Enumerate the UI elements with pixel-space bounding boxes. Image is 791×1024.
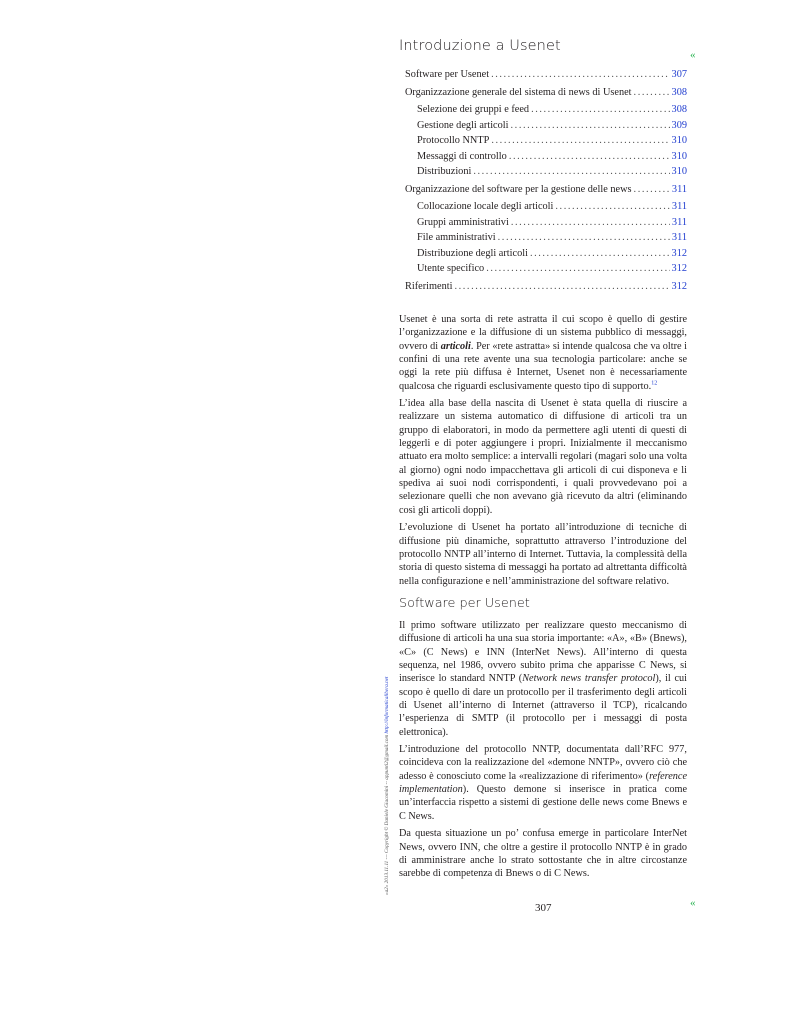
toc-entry[interactable] <box>405 261 687 277</box>
toc-leader-dots <box>473 164 669 180</box>
toc-leader-dots <box>634 85 670 101</box>
toc-page-link[interactable]: 312 <box>671 280 687 292</box>
toc-entry[interactable] <box>405 279 687 295</box>
toc-entry-title: Gruppi amministrativi <box>417 216 509 228</box>
toc-page-link[interactable]: 308 <box>671 86 687 98</box>
toc-entry-title: Gestione degli articoli <box>417 119 509 131</box>
section-text <box>399 619 687 885</box>
toc-entry-title: Riferimenti <box>405 280 453 292</box>
toc-page-link[interactable]: 310 <box>671 150 687 162</box>
toc-leader-dots <box>634 182 670 198</box>
toc-entry-title: Organizzazione generale del sistema di news di Usenet <box>405 86 632 98</box>
toc-entry-title: Collocazione locale degli articoli <box>417 201 554 212</box>
section-paragraph-2: L’introduzione del protocollo NNTP, documentata dall’RFC 977, coincideva con la realizzazione del «demone NNTP», ovvero ciò che adesso è conosciuto come la «realizzazione di riferimento» (reference implementation). Questo demone si inserisce in pratica come un’interfaccia rispetto a sistemi di gestione delle news come Bnews e C News. <box>399 744 687 822</box>
section-paragraph-3: Da questa situazione un po’ confusa emerge in particolare InterNet News, ovvero INN, che oltre a gestire il protocollo NNTP è in grado di amministrare anche lo strato sottostante che in altre circostanze sarebbe di competenza di Bnews o di C News. <box>399 828 687 880</box>
toc-page-link[interactable]: 309 <box>671 119 687 131</box>
toc-leader-dots <box>530 246 670 262</box>
toc-entry[interactable] <box>405 133 687 149</box>
toc-leader-dots <box>509 149 670 165</box>
toc-entry[interactable] <box>405 215 687 231</box>
toc-page-link[interactable]: 312 <box>671 263 687 274</box>
table-of-contents <box>405 67 687 294</box>
toc-page-link[interactable]: 308 <box>671 104 687 115</box>
toc-entry-title: File amministrativi <box>417 232 496 243</box>
toc-leader-dots <box>511 118 670 134</box>
toc-leader-dots <box>454 279 669 295</box>
toc-page-link[interactable]: 310 <box>671 135 687 146</box>
toc-leader-dots <box>511 215 670 231</box>
toc-page-link[interactable]: 311 <box>671 232 687 243</box>
website-link[interactable]: http://informaticalibera.net <box>384 676 390 734</box>
toc-entry[interactable] <box>405 182 687 198</box>
toc-entry[interactable] <box>405 85 687 101</box>
intro-paragraph-3: L’evoluzione di Usenet ha portato all’introduzione di tecniche di diffusione più dinamiche, soprattutto attraverso l’introduzione del protocollo NNTP all’interno di Internet. Tuttavia, la complessità della storia di questo sistema di messaggi ha portato ad altrettanta difficoltà nella configurazione e nell’amministrazione del software relativo. <box>399 522 687 587</box>
toc-entry-title: Messaggi di controllo <box>417 150 507 162</box>
toc-page-link[interactable]: 311 <box>671 201 687 212</box>
section-title: Software per Usenet <box>399 596 530 611</box>
bottom-margin-marker[interactable]: « <box>690 897 696 909</box>
top-margin-marker[interactable]: « <box>690 49 696 61</box>
page-number: 307 <box>535 902 552 914</box>
toc-entry[interactable] <box>405 118 687 134</box>
toc-page-link[interactable]: 311 <box>671 216 687 228</box>
intro-paragraph-2: L’idea alla base della nascita di Usenet è stata quella di riuscire a realizzare un sistema automatico di diffusione di articoli tra un gruppo di elaboratori, in modo da permettere agli utenti di questi di leggerli e di poter aggiungere i propri. Inizialmente il meccanismo attuato era molto semplice: a intervalli regolari (magari solo una volta al giorno) ogni nodo impacchettava gli articoli di cui disponeva e li spediva ai suoi nodi corrispondenti, i quali provvedevano poi a selezionare quelli che non avevano già ricevuto da altri (eliminando così gli articoli doppi). <box>399 398 687 516</box>
toc-entry-title: Distribuzioni <box>417 166 472 177</box>
toc-page-link[interactable]: 310 <box>671 166 687 177</box>
toc-entry[interactable] <box>405 164 687 180</box>
copyright-side-note: «a2» 2013.11.11 --- Copyright © Daniele Giacomini -- appunti2@gmail.com http://informaticalibera.net <box>384 676 390 895</box>
intro-text <box>399 313 687 592</box>
toc-leader-dots <box>486 261 669 277</box>
chapter-title: Introduzione a Usenet <box>399 38 561 54</box>
toc-leader-dots <box>498 230 670 246</box>
toc-entry[interactable] <box>405 102 687 118</box>
toc-entry[interactable] <box>405 149 687 165</box>
toc-entry[interactable] <box>405 67 687 83</box>
toc-entry-title: Utente specifico <box>417 263 485 274</box>
toc-page-link[interactable]: 311 <box>671 183 687 195</box>
toc-entry-title: Organizzazione del software per la gestione delle news <box>405 183 632 195</box>
toc-page-link[interactable]: 312 <box>671 247 687 259</box>
toc-entry[interactable] <box>405 230 687 246</box>
toc-entry[interactable] <box>405 246 687 262</box>
toc-leader-dots <box>491 133 669 149</box>
toc-entry-title: Protocollo NNTP <box>417 135 490 146</box>
toc-entry-title: Selezione dei gruppi e feed <box>417 104 530 115</box>
toc-leader-dots <box>531 102 669 118</box>
toc-entry[interactable] <box>405 199 687 215</box>
toc-leader-dots <box>491 67 669 83</box>
toc-leader-dots <box>555 199 670 215</box>
toc-page-link[interactable]: 307 <box>671 69 687 80</box>
toc-entry-title: Distribuzione degli articoli <box>417 247 528 259</box>
footnote-ref[interactable]: 12 <box>651 380 658 387</box>
toc-entry-title: Software per Usenet <box>405 69 490 80</box>
intro-paragraph-1: Usenet è una sorta di rete astratta il cui scopo è quello di gestire l’organizzazione e la diffusione di un sistema pubblico di messaggi, ovvero di articoli. Per «rete astratta» si intende qualcosa che va oltre i confini di una rete avente una sua tecnologia particolare: anche se oggi la rete più diffusa è Internet, Usenet non è necessariamente qualcosa che riguardi esclusivamente questo tipo di supporto.$^{12}$ <box>399 314 688 392</box>
section-paragraph-1: Il primo software utilizzato per realizzare questo meccanismo di diffusione di articoli ha una sua storia importante: «A», «B» (Bnews), «C» (C News) e INN (InterNet News). All’interno di questa sequenza, nel 1986, ovvero subito prima che apparisse C News, si inserisce lo standard NNTP (Network news transfer protocol), il cui scopo è quello di dare un protocollo per il trasferimento degli articoli di Usenet all’interno di Internet (attraverso il TCP), ricalcando l’esperienza di SMTP (il protocollo per i messaggi di posta elettronica). <box>399 620 688 738</box>
